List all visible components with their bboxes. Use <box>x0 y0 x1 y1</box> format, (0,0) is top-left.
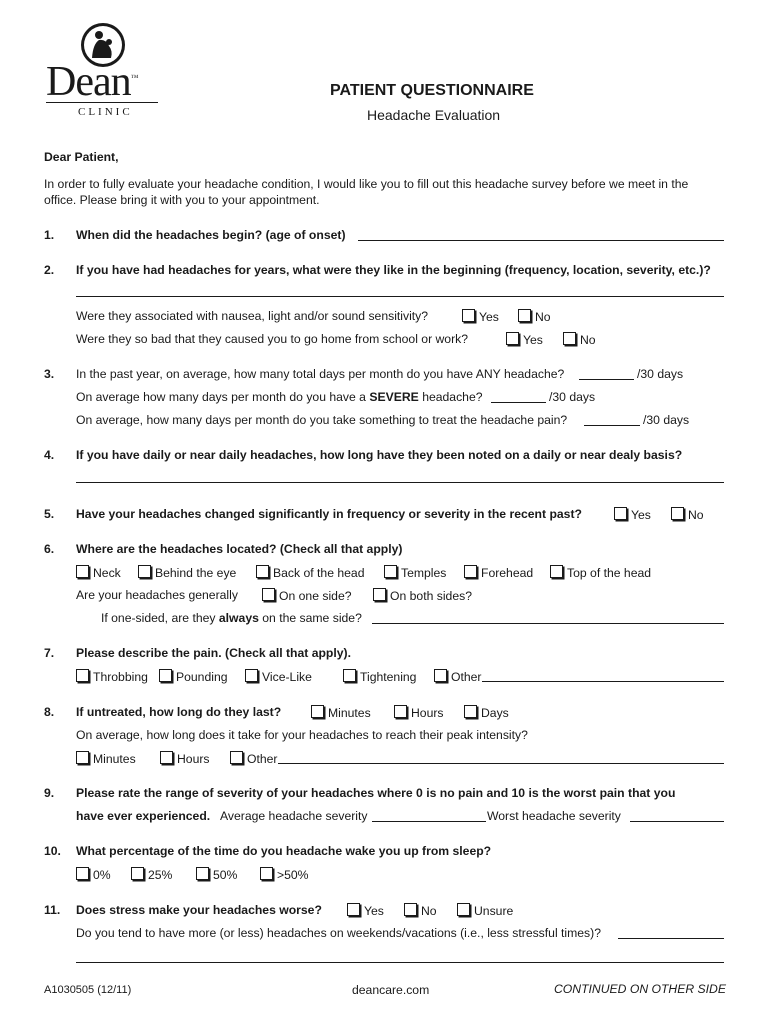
q10-number: 10. <box>44 844 61 858</box>
checkbox[interactable] <box>464 705 477 718</box>
q8-opt-days[interactable]: Days <box>464 705 509 720</box>
checkbox[interactable] <box>262 588 275 601</box>
q7-opt-tightening[interactable]: Tightening <box>343 669 416 684</box>
checkbox[interactable] <box>343 669 356 682</box>
trademark: ™ <box>130 73 138 82</box>
q1-answer-line[interactable] <box>358 240 724 241</box>
q6-opt-both-sides[interactable]: On both sides? <box>373 588 472 603</box>
q6-onesided: If one-sided, are they always on the same side? <box>101 611 362 625</box>
q2-text: If you have had headaches for years, what were they like in the beginning (frequency, location, severity, etc.)? <box>76 263 711 277</box>
logo-clinic: CLINIC <box>78 106 133 118</box>
q2-sub2-no[interactable]: No <box>563 332 596 347</box>
q8-number: 8. <box>44 705 55 719</box>
q10-opt-0[interactable]: 0% <box>76 867 111 882</box>
q10-text: What percentage of the time do you headache wake you up from sleep? <box>76 844 492 858</box>
q2-sub2-yes[interactable]: Yes <box>506 332 543 347</box>
q4-number: 4. <box>44 448 55 462</box>
q6-text: Where are the headaches located? (Check all that apply) <box>76 542 403 556</box>
q6-opt-behind-eye[interactable]: Behind the eye <box>138 565 236 580</box>
checkbox[interactable] <box>506 332 519 345</box>
checkbox[interactable] <box>457 903 470 916</box>
q9-worst-line[interactable] <box>630 821 724 822</box>
checkbox[interactable] <box>131 867 144 880</box>
q4-answer-line[interactable] <box>76 482 724 483</box>
checkbox[interactable] <box>384 565 397 578</box>
q7-opt-throbbing[interactable]: Throbbing <box>76 669 148 684</box>
q6-opt-temples[interactable]: Temples <box>384 565 446 580</box>
q10-opt-50[interactable]: 50% <box>196 867 237 882</box>
q3-line3-suffix: /30 days <box>643 413 690 427</box>
q8-peak-minutes[interactable]: Minutes <box>76 751 136 766</box>
q7-opt-other[interactable]: Other <box>434 669 481 684</box>
q5-number: 5. <box>44 507 55 521</box>
q7-other-line[interactable] <box>482 681 724 682</box>
q6-opt-forehead[interactable]: Forehead <box>464 565 533 580</box>
checkbox[interactable] <box>76 669 89 682</box>
checkbox[interactable] <box>614 507 627 520</box>
q11-text: Does stress make your headaches worse? <box>76 903 322 917</box>
q6-onesided-line[interactable] <box>372 623 724 624</box>
intro-line-2: office. Please bring it with you to your appointment. <box>44 193 320 207</box>
q3-line1-blank[interactable] <box>579 379 634 380</box>
logo-wordmark: Dean <box>46 59 131 105</box>
q3-number: 3. <box>44 367 55 381</box>
q5-yes[interactable]: Yes <box>614 507 651 522</box>
continued-note: CONTINUED ON OTHER SIDE <box>554 982 726 996</box>
q9-worst-label: Worst headache severity <box>487 809 621 823</box>
checkbox[interactable] <box>245 669 258 682</box>
q8-peak-hours[interactable]: Hours <box>160 751 210 766</box>
checkbox[interactable] <box>434 669 447 682</box>
page-title: PATIENT QUESTIONNAIRE <box>330 82 534 99</box>
checkbox[interactable] <box>76 565 89 578</box>
q11-sub-line[interactable] <box>618 938 724 939</box>
checkbox[interactable] <box>394 705 407 718</box>
q8-peak: On average, how long does it take for your headaches to reach their peak intensity? <box>76 728 528 742</box>
checkbox[interactable] <box>671 507 684 520</box>
q2-sub2: Were they so bad that they caused you to go home from school or work? <box>76 332 469 346</box>
q5-text: Have your headaches changed significantly in frequency or severity in the recent past? <box>76 507 582 521</box>
q3-line1: In the past year, on average, how many total days per month do you have ANY headache? <box>76 367 565 381</box>
checkbox[interactable] <box>159 669 172 682</box>
q3-line2-suffix: /30 days <box>549 390 596 404</box>
q9-line2: have ever experienced. <box>76 809 211 823</box>
q10-opt-over-50[interactable]: >50% <box>260 867 309 882</box>
form-code: A1030505 (12/11) <box>44 984 132 996</box>
q6-opt-neck[interactable]: Neck <box>76 565 121 580</box>
q3-line1-suffix: /30 days <box>637 367 684 381</box>
q11-opt-unsure[interactable]: Unsure <box>457 903 513 918</box>
q11-sub: Do you tend to have more (or less) headaches on weekends/vacations (i.e., less stressful times)? <box>76 926 601 940</box>
q7-opt-pounding[interactable]: Pounding <box>159 669 228 684</box>
q5-no[interactable]: No <box>671 507 704 522</box>
q3-line2-blank[interactable] <box>491 402 546 403</box>
logo-rule <box>46 102 158 103</box>
checkbox[interactable] <box>462 309 475 322</box>
q9-average-label: Average headache severity <box>220 809 368 823</box>
q1-text: When did the headaches begin? (age of onset) <box>76 228 346 242</box>
q3-line2: On average how many days per month do you have a SEVERE headache? <box>76 390 483 404</box>
checkbox[interactable] <box>464 565 477 578</box>
q7-text: Please describe the pain. (Check all that apply). <box>76 646 351 660</box>
checkbox[interactable] <box>76 751 89 764</box>
q6-generally: Are your headaches generally <box>76 588 238 602</box>
q11-number: 11. <box>44 903 61 917</box>
page-subtitle: Headache Evaluation <box>367 107 501 123</box>
q2-sub1: Were they associated with nausea, light and/or sound sensitivity? <box>76 309 429 323</box>
q7-number: 7. <box>44 646 55 660</box>
q9-line1: Please rate the range of severity of your headaches where 0 is no pain and 10 is the worst pain that you <box>76 786 676 800</box>
q8-peak-other[interactable]: Other <box>230 751 277 766</box>
checkbox[interactable] <box>138 565 151 578</box>
q2-sub1-yes[interactable]: Yes <box>462 309 499 324</box>
checkbox[interactable] <box>256 565 269 578</box>
q8-opt-hours[interactable]: Hours <box>394 705 444 720</box>
q11-opt-no[interactable]: No <box>404 903 437 918</box>
checkbox[interactable] <box>196 867 209 880</box>
q6-opt-back-head[interactable]: Back of the head <box>256 565 364 580</box>
q3-line3: On average, how many days per month do you take something to treat the headache pain? <box>76 413 568 427</box>
checkbox[interactable] <box>404 903 417 916</box>
q8-opt-minutes[interactable]: Minutes <box>311 705 371 720</box>
q7-opt-vice-like[interactable]: Vice-Like <box>245 669 312 684</box>
checkbox[interactable] <box>373 588 386 601</box>
q8-text: If untreated, how long do they last? <box>76 705 282 719</box>
checkbox[interactable] <box>347 903 360 916</box>
q11-extra-line[interactable] <box>76 962 724 963</box>
q2-number: 2. <box>44 263 55 277</box>
q6-opt-top-head[interactable]: Top of the head <box>550 565 651 580</box>
checkbox[interactable] <box>550 565 563 578</box>
checkbox[interactable] <box>260 867 273 880</box>
q8-peak-other-line[interactable] <box>278 763 724 764</box>
checkbox[interactable] <box>230 751 243 764</box>
q4-text: If you have daily or near daily headaches, how long have they been noted on a daily or near dealy basis? <box>76 448 683 462</box>
greeting: Dear Patient, <box>44 150 119 164</box>
q10-opt-25[interactable]: 25% <box>131 867 172 882</box>
checkbox[interactable] <box>160 751 173 764</box>
q1-number: 1. <box>44 228 55 242</box>
checkbox[interactable] <box>311 705 324 718</box>
q6-opt-one-side[interactable]: On one side? <box>262 588 352 603</box>
checkbox[interactable] <box>76 867 89 880</box>
q11-opt-yes[interactable]: Yes <box>347 903 384 918</box>
checkbox[interactable] <box>518 309 531 322</box>
footer-site: deancare.com <box>352 983 430 997</box>
q3-line3-blank[interactable] <box>584 425 640 426</box>
q2-answer-line[interactable] <box>76 296 724 297</box>
intro-line-1: In order to fully evaluate your headache condition, I would like you to fill out this headache survey before we meet in the <box>44 177 689 191</box>
checkbox[interactable] <box>563 332 576 345</box>
q9-average-line[interactable] <box>372 821 486 822</box>
q2-sub1-no[interactable]: No <box>518 309 551 324</box>
q9-number: 9. <box>44 786 55 800</box>
q6-number: 6. <box>44 542 55 556</box>
